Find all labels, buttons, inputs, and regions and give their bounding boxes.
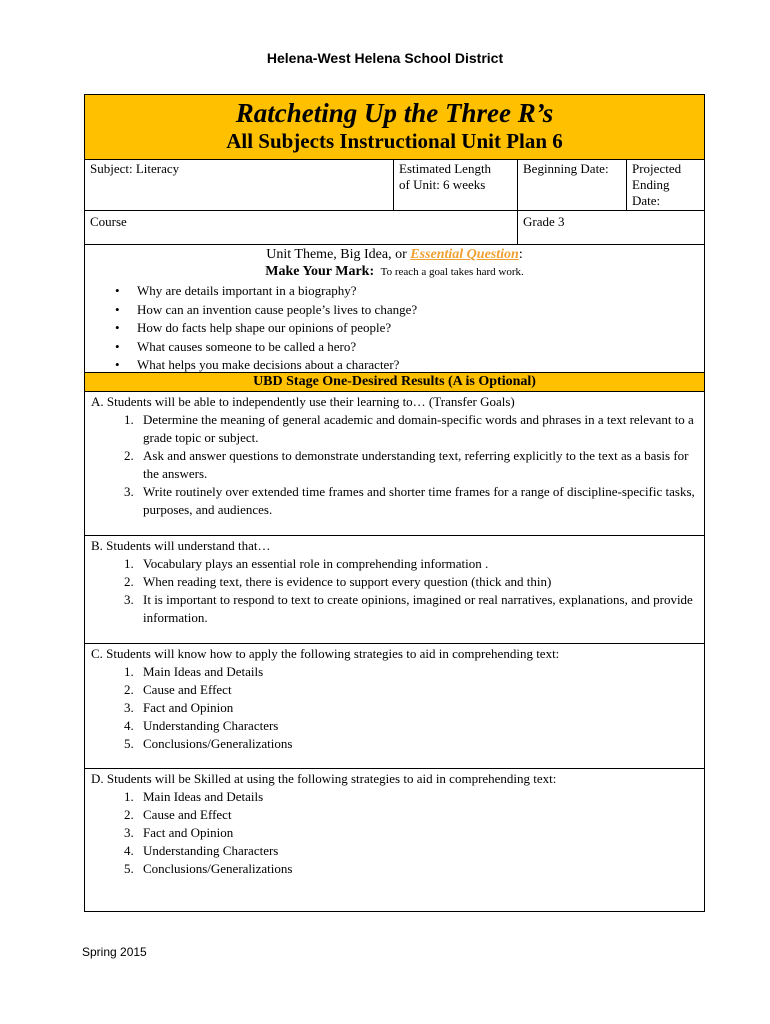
list-item: 5. Conclusions/Generalizations [137,860,698,878]
district-name: Helena-West Helena School District [266,50,504,66]
theme-prefix: Unit Theme, Big Idea, or [266,247,411,262]
list-item: 3. Fact and Opinion [137,824,698,842]
projected-date-cell [627,160,704,210]
plan-title: Ratcheting Up the Three R’s [235,98,554,128]
section-d-list [91,788,698,878]
make-your-mark-label: Make Your Mark: [265,264,375,279]
course-cell: Course [85,211,518,244]
course-row [85,211,704,245]
info-row [85,160,704,211]
plan-subtitle: All Subjects Instructional Unit Plan 6 [226,129,563,153]
essential-question-label: Essential Question [410,247,519,262]
section-c-lead: C. Students will know how to apply the following strategies to aid in comprehending text: [91,646,560,661]
unit-plan-table [84,94,705,912]
list-item: 3. It is important to respond to text to create opinions, imagined or real narratives, explanations, and provide information. [137,591,698,627]
list-item: 3. Write routinely over extended time frames and shorter time frames for a range of discipline-specific tasks, purposes, and audiences. [137,483,698,519]
length-line2: of Unit: 6 weeks [399,177,486,192]
ubd-stage-header: UBD Stage One-Desired Results (A is Optional) [85,373,704,392]
list-item: • What helps you make decisions about a character? [137,356,704,375]
list-item: 4. Understanding Characters [137,717,698,735]
list-item: 3. Fact and Opinion [137,699,698,717]
section-b [85,536,704,644]
projected-line3: Date: [632,193,661,208]
make-your-mark-text: To reach a goal takes hard work. [380,266,524,278]
section-a-list [91,411,698,519]
list-item: 4. Understanding Characters [137,842,698,860]
list-item: 2. Ask and answer questions to demonstrate understanding text, referring explicitly to the text as a basis for the answers. [137,447,698,483]
subject-cell: Subject: Literacy [85,160,394,210]
make-your-mark [85,263,704,280]
list-item: 2. Cause and Effect [137,681,698,699]
essential-questions-list [85,282,704,375]
projected-line2: Ending [632,177,670,192]
length-line1: Estimated Length [399,161,492,176]
grade-cell: Grade 3 [523,214,565,229]
section-d-lead: D. Students will be Skilled at using the following strategies to aid in comprehending text: [91,771,557,786]
list-item: • What causes someone to be called a hero? [137,338,704,357]
section-b-lead: B. Students will understand that… [91,538,271,553]
theme-heading [85,245,704,263]
footer-date: Spring 2015 [82,945,147,959]
list-item: • How do facts help shape our opinions of people? [137,319,704,338]
list-item: • How can an invention cause people’s lives to change? [137,301,704,320]
beginning-date-cell: Beginning Date: [518,160,627,210]
section-c [85,644,704,769]
section-b-list [91,555,698,627]
title-banner [85,95,704,160]
list-item: 2. Cause and Effect [137,806,698,824]
list-item: 5. Conclusions/Generalizations [137,735,698,753]
list-item: 1. Main Ideas and Details [137,788,698,806]
length-cell [394,160,518,210]
list-item: 2. When reading text, there is evidence to support every question (thick and thin) [137,573,698,591]
section-c-list [91,663,698,753]
list-item: 1. Determine the meaning of general academic and domain-specific words and phrases in a text relevant to a grade topic or subject. [137,411,698,447]
projected-line1: Projected [632,161,682,176]
theme-suffix: : [518,247,523,262]
section-a-lead: A. Students will be able to independently use their learning to… (Transfer Goals) [91,394,515,409]
unit-theme-section [85,245,704,373]
section-d [85,769,704,911]
list-item: • Why are details important in a biography? [137,282,704,301]
list-item: 1. Vocabulary plays an essential role in comprehending information . [137,555,698,573]
list-item: 1. Main Ideas and Details [137,663,698,681]
section-a [85,392,704,536]
